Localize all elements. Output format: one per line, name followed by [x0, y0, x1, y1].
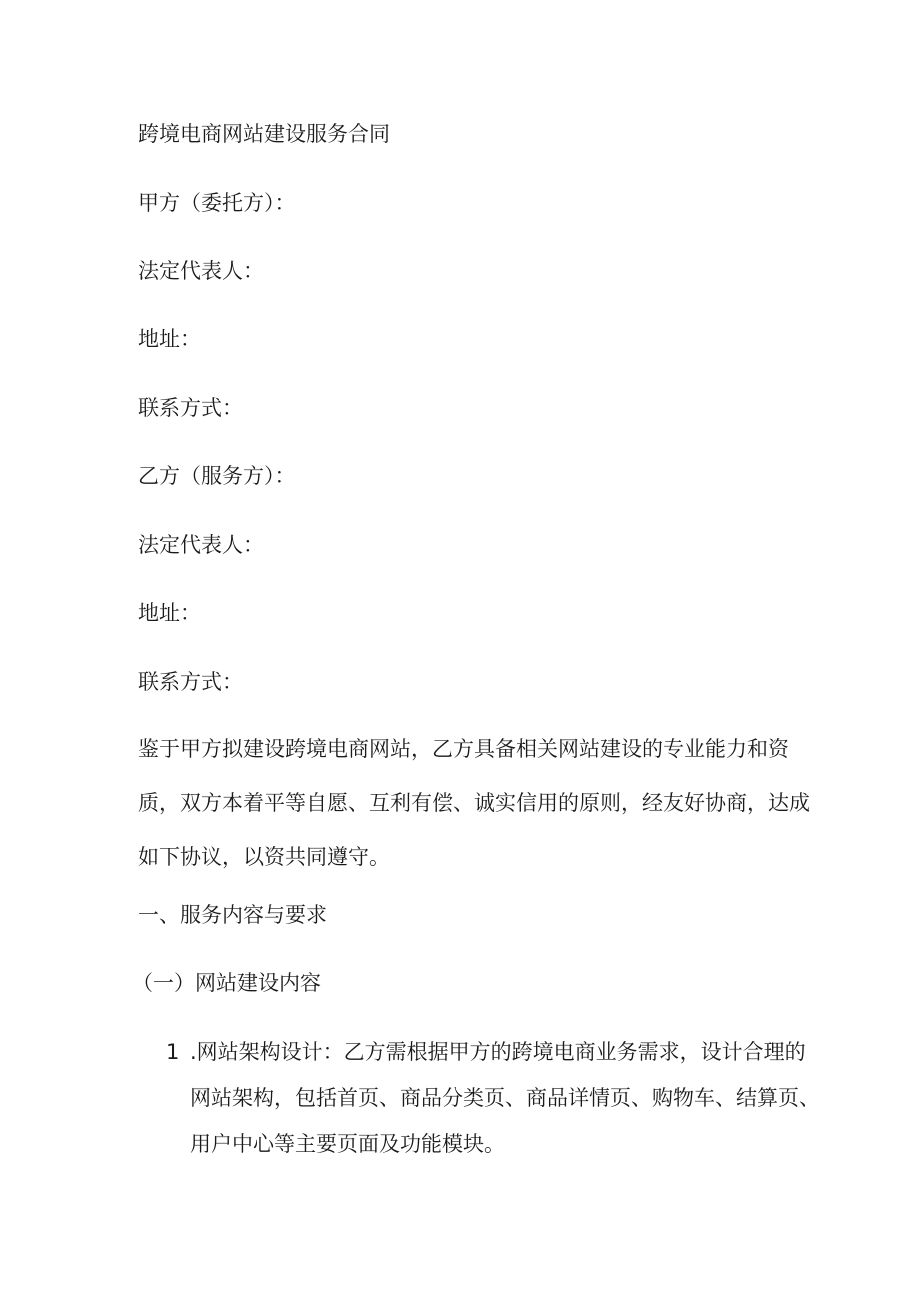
- list-item-line: 用户中心等主要页面及功能模块。: [190, 1132, 505, 1156]
- party-a-representative: 法定代表人：: [138, 259, 264, 283]
- subsection-heading: （一）网站建设内容: [132, 971, 321, 995]
- preamble-line: 如下协议，以资共同遵守。: [138, 845, 390, 869]
- party-a-address: 地址：: [138, 327, 201, 351]
- list-item: [190, 1029, 820, 1167]
- preamble-paragraph: [138, 722, 810, 884]
- preamble-line: 质，双方本着平等自愿、互利有偿、诚实信用的原则，经友好协商，达成: [138, 791, 810, 815]
- list-item-line: .网站架构设计：乙方需根据甲方的跨境电商业务需求，设计合理的: [190, 1040, 806, 1064]
- list-item-line: 网站架构，包括首页、商品分类页、商品详情页、购物车、结算页、: [190, 1086, 820, 1110]
- list-item-number: 1: [166, 1040, 180, 1064]
- party-a-contact: 联系方式：: [138, 396, 243, 420]
- section-heading: 一、服务内容与要求: [138, 903, 327, 927]
- preamble-line: 鉴于甲方拟建设跨境电商网站，乙方具备相关网站建设的专业能力和资: [138, 737, 789, 761]
- party-b-representative: 法定代表人：: [138, 533, 264, 557]
- party-b-label: 乙方（服务方）：: [138, 464, 296, 488]
- party-b-address: 地址：: [138, 601, 201, 625]
- contract-title: 跨境电商网站建设服务合同: [138, 122, 390, 146]
- party-b-contact: 联系方式：: [138, 670, 243, 694]
- party-a-label: 甲方（委托方）：: [138, 191, 296, 215]
